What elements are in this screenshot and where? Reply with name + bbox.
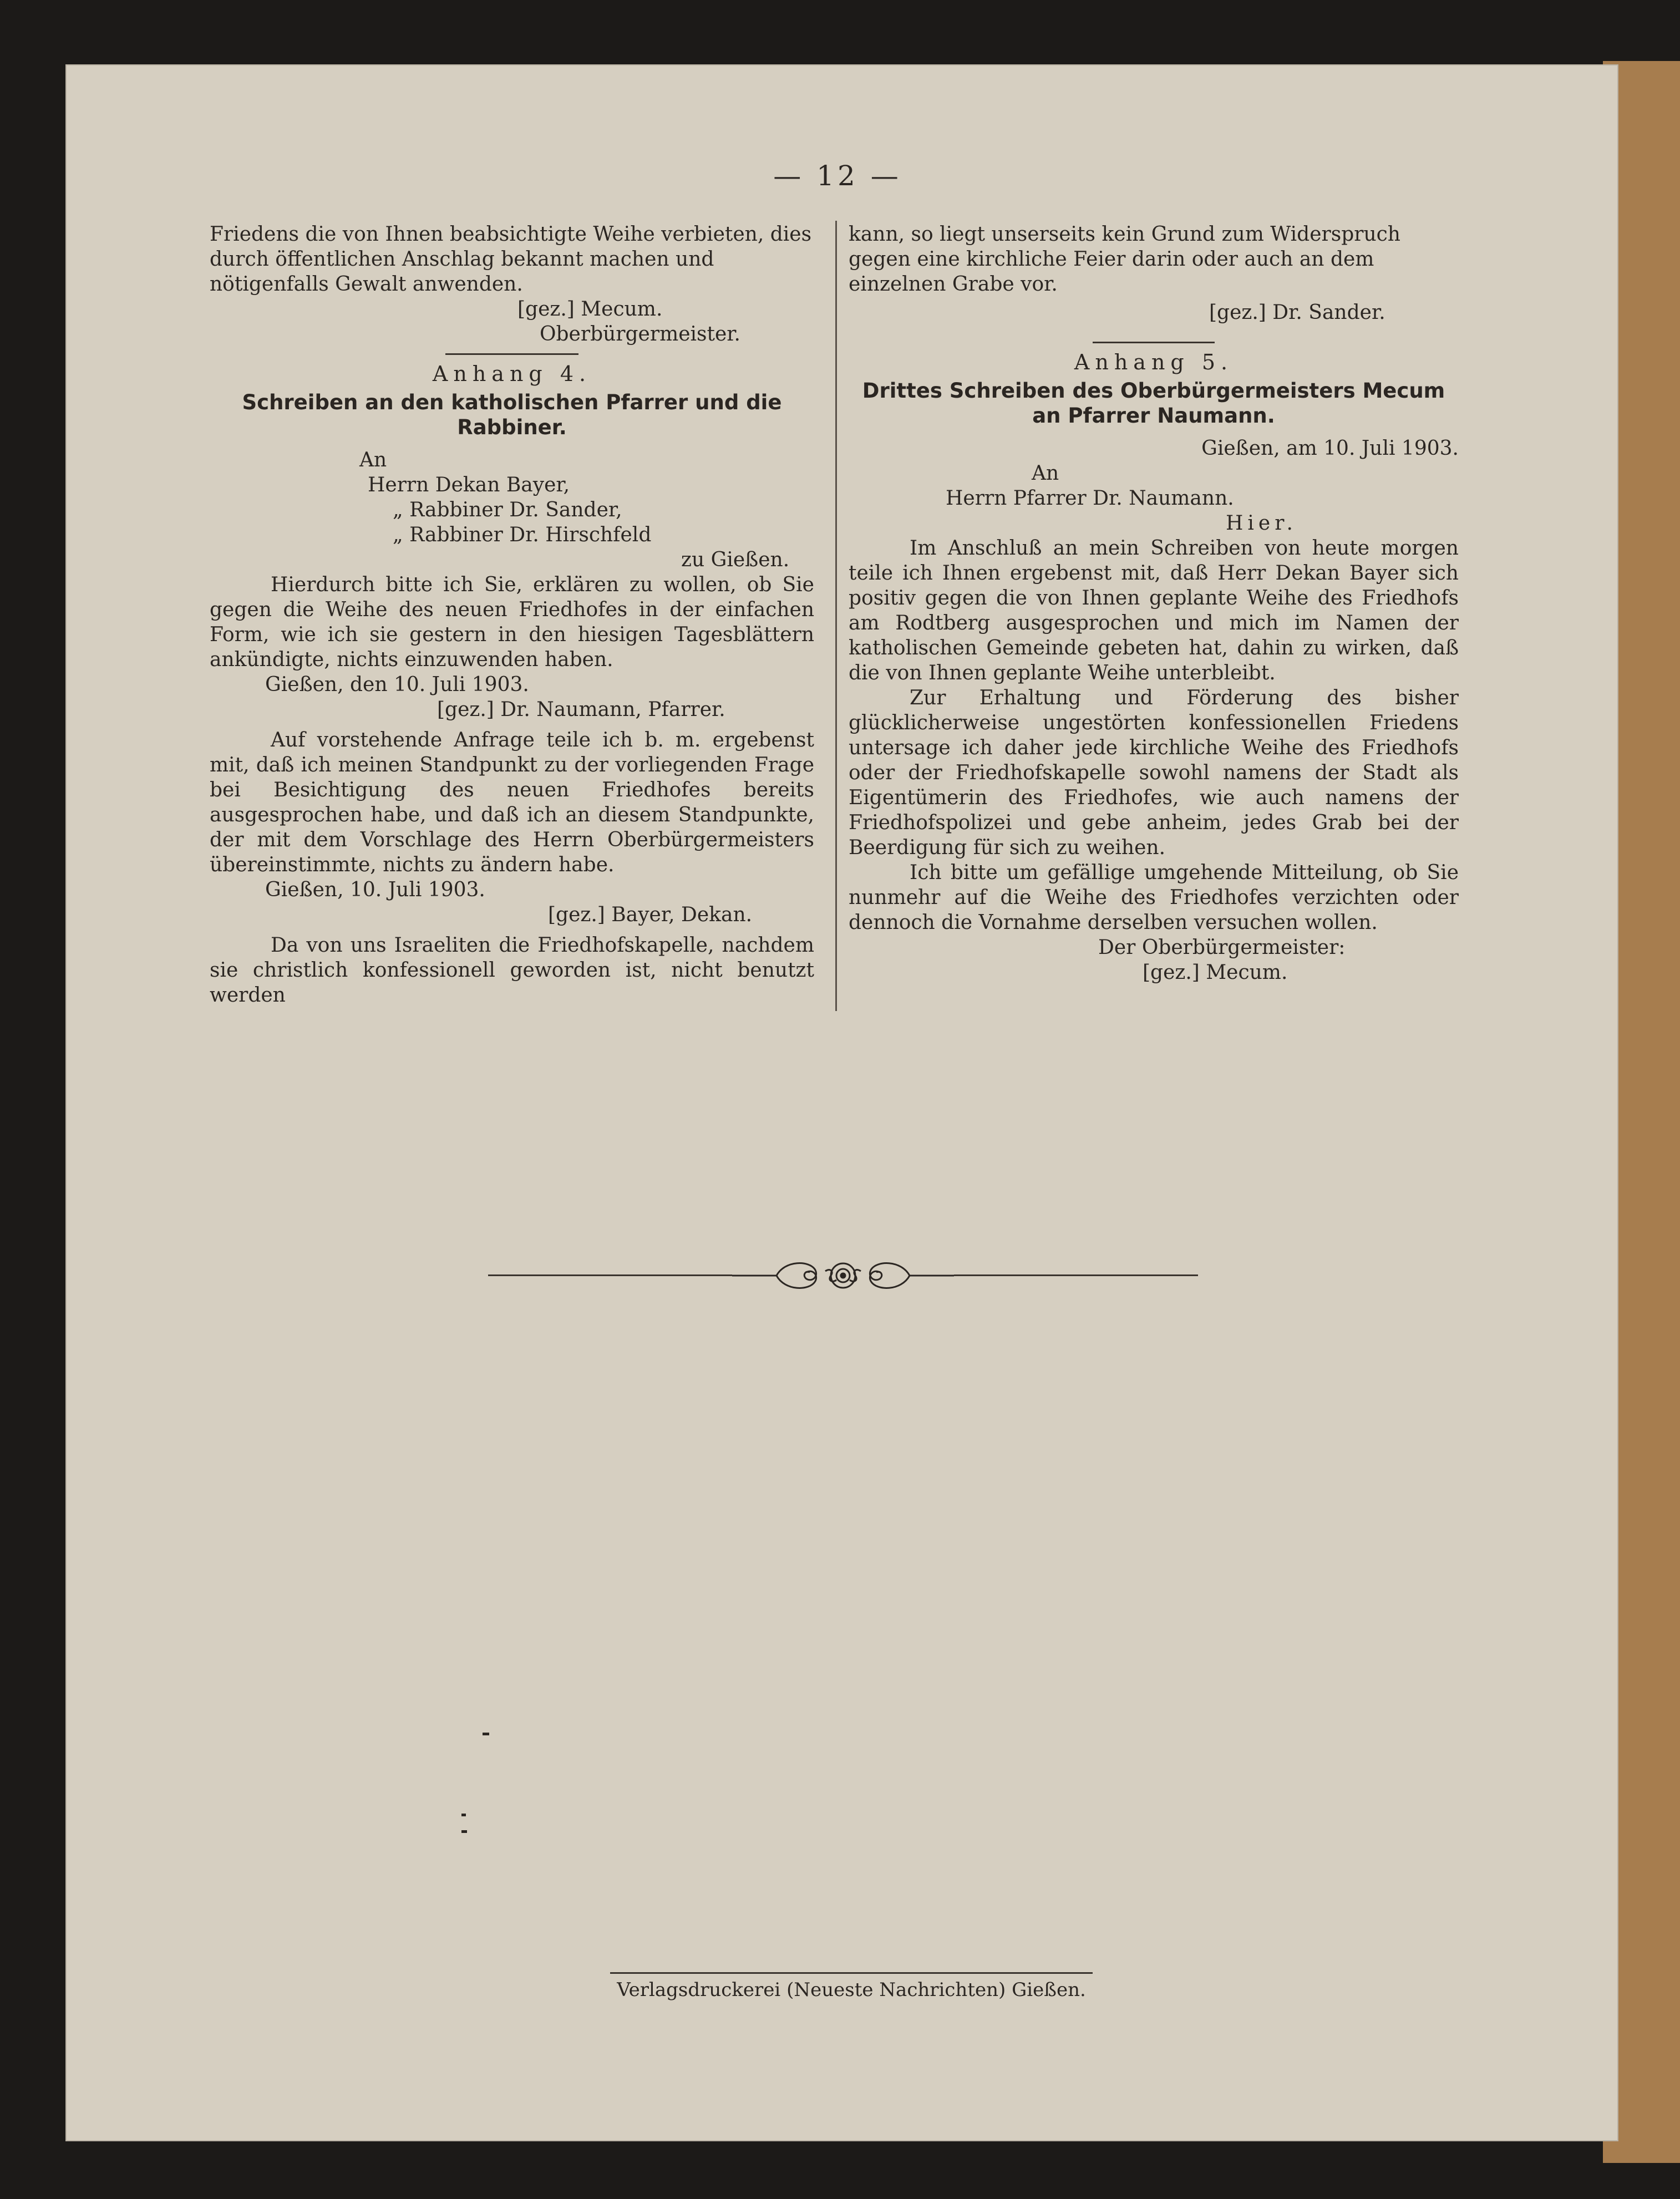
right-date: Gießen, am 10. Juli 1903. bbox=[1201, 437, 1459, 460]
right-signature-mecum: [gez.] Mecum. bbox=[1143, 961, 1288, 984]
left-column bbox=[210, 222, 814, 1008]
address-line-sander: „ Rabbiner Dr. Sander, bbox=[393, 499, 622, 521]
section-rule bbox=[445, 353, 578, 355]
right-address-hier: Hier. bbox=[1226, 512, 1297, 535]
right-signature-sander: [gez.] Dr. Sander. bbox=[1209, 301, 1385, 324]
right-body-erhaltung: Zur Erhaltung und Förderung des bisher glücklicherweise ungestörten konfessionellen Friedens untersage ich daher jede kirchliche Weihe des Friedhofs oder der Friedhofskapelle sowohl namens der Stadt als Eigentümerin des Friedhofes, wie auch namens der Friedhofspolizei und gebe anheim, jedes Grab bei der Beerdigung für sich zu weihen. bbox=[849, 687, 1459, 859]
left-signature-bayer: [gez.] Bayer, Dekan. bbox=[548, 903, 753, 926]
annex-5-heading: Drittes Schreiben des Oberbürgermeisters Mecum an Pfarrer Naumann. bbox=[862, 379, 1445, 428]
annex-4-heading: Schreiben an den katholischen Pfarrer und die Rabbiner. bbox=[242, 390, 782, 439]
left-signature-mecum: [gez.] Mecum. bbox=[517, 298, 663, 321]
scroll-ornament-icon bbox=[732, 1255, 954, 1297]
section-rule bbox=[1093, 342, 1215, 343]
column-divider bbox=[835, 221, 837, 1011]
annex-4-label: Anhang 4. bbox=[432, 362, 592, 386]
right-intro-paragraph: kann, so liegt unserseits kein Grund zum Widerspruch gegen eine kirchliche Feier darin oder auch an dem einzelnen Grabe vor. bbox=[849, 223, 1400, 296]
address-line-hirschfeld: „ Rabbiner Dr. Hirschfeld bbox=[393, 524, 652, 546]
right-body-anschluss: Im Anschluß an mein Schreiben von heute morgen teile ich Ihnen ergebenst mit, daß Herr Dekan Bayer sich positiv gegen die von Ihnen geplante Weihe des Friedhofs am Rodtberg ausgesprochen und mich im Namen der katholischen Gemeinde gebeten hat, dahin zu wirken, daß die von Ihnen geplante Weihe unterbleibt. bbox=[849, 537, 1459, 684]
right-address-naumann: Herrn Pfarrer Dr. Naumann. bbox=[946, 487, 1234, 510]
right-column bbox=[849, 222, 1459, 985]
page-number: — 12 — bbox=[773, 160, 902, 192]
ornament-line-right bbox=[954, 1274, 1198, 1276]
left-body-bayer-reply: Auf vorstehende Anfrage teile ich b. m. ergebenst mit, daß ich meinen Standpunkt zu der vorliegenden Frage bei Besichtigung des neuen Friedhofes bereits ausgesprochen habe, und daß ich an diesem Standpunkte, der mit dem Vorschlage des Herrn Oberbürgermeisters übereinstimmte, nichts zu ändern habe. bbox=[210, 729, 814, 876]
left-signature-title: Oberbürgermeister. bbox=[540, 323, 740, 346]
address-an: An bbox=[359, 449, 387, 471]
address-city: zu Gießen. bbox=[681, 549, 790, 571]
right-body-mitteilung: Ich bitte um gefällige umgehende Mitteilung, ob Sie nunmehr auf die Weihe des Friedhofes verzichten oder dennoch die Vornahme derselben versuchen wollen. bbox=[849, 861, 1459, 934]
print-speck bbox=[461, 1830, 467, 1833]
printer-imprint: Verlagsdruckerei (Neueste Nachrichten) Gießen. bbox=[617, 1979, 1086, 2001]
print-speck bbox=[483, 1733, 489, 1735]
decorative-ornament bbox=[488, 1255, 1198, 1297]
right-signature-title: Der Oberbürgermeister: bbox=[1098, 936, 1346, 959]
left-intro-paragraph: Friedens die von Ihnen beabsichtigte Weihe verbieten, dies durch öffentlichen Anschlag bekannt machen und nötigenfalls Gewalt anwenden. bbox=[210, 223, 812, 296]
left-date-2: Gießen, 10. Juli 1903. bbox=[265, 878, 485, 901]
left-body-israeliten: Da von uns Israeliten die Friedhofskapelle, nachdem sie christlich konfessionell geworden ist, nicht benutzt werden bbox=[210, 934, 814, 1007]
address-line-bayer: Herrn Dekan Bayer, bbox=[368, 474, 570, 496]
left-signature-naumann: [gez.] Dr. Naumann, Pfarrer. bbox=[437, 698, 725, 721]
right-address-an: An bbox=[1032, 462, 1059, 485]
annex-5-label: Anhang 5. bbox=[1074, 350, 1234, 374]
left-date-1: Gießen, den 10. Juli 1903. bbox=[265, 673, 529, 696]
print-speck bbox=[461, 1814, 466, 1816]
ornament-line-left bbox=[488, 1274, 732, 1276]
left-body-request: Hierdurch bitte ich Sie, erklären zu wollen, ob Sie gegen die Weihe des neuen Friedhofes in der einfachen Form, wie ich sie gestern in den hiesigen Tagesblättern ankündigte, nichts einzuwenden haben. bbox=[210, 573, 814, 671]
footer-rule bbox=[610, 1972, 1093, 1974]
